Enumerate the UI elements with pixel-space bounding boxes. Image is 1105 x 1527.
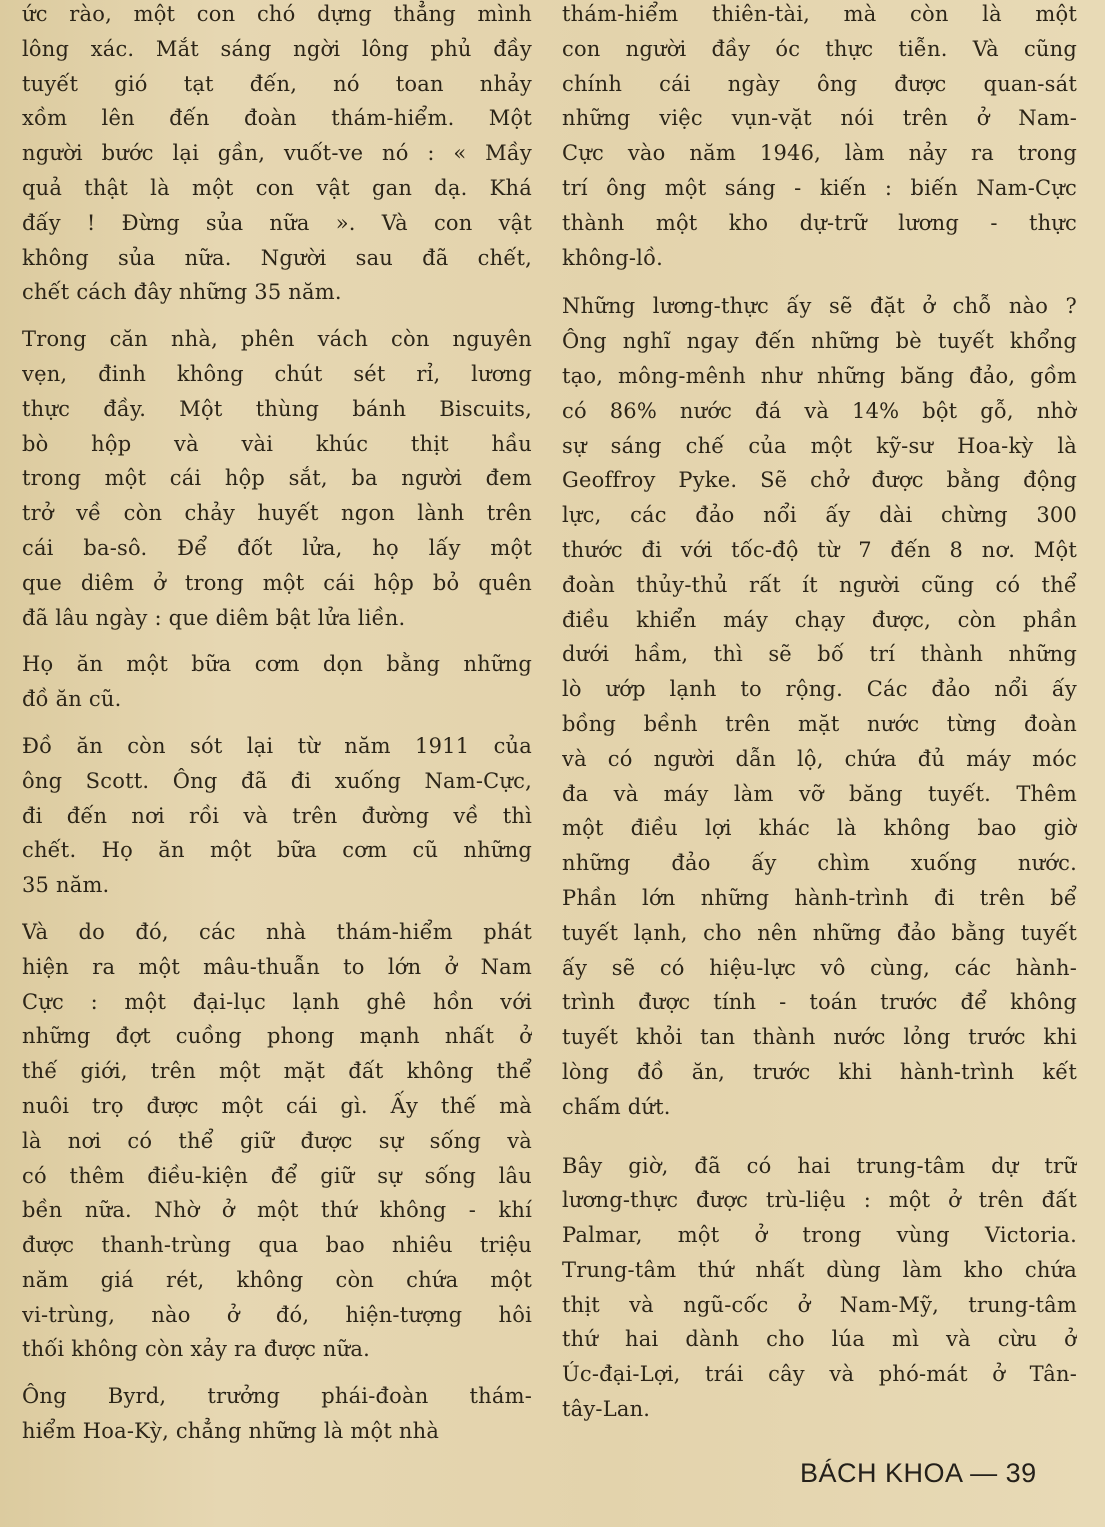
text-line: bền nữa. Nhờ ở một thứ không - khí: [22, 1198, 532, 1223]
text-line: bò hộp và vài khúc thịt hầu: [22, 431, 532, 456]
text-line: chết. Họ ăn một bữa cơm cũ những: [22, 838, 532, 863]
text-line: tây-Lan.: [562, 1397, 651, 1422]
left-column: [22, 0, 532, 1449]
text-line: Trung-tâm thứ nhất dùng làm kho chứa: [562, 1257, 1077, 1282]
text-line: những đợt cuồng phong mạnh nhất ở: [22, 1024, 532, 1049]
text-line: tuyết khỏi tan thành nước lỏng trước khi: [562, 1025, 1077, 1050]
text-line: đa và máy làm vỡ băng tuyết. Thêm: [562, 781, 1077, 806]
paragraph: [562, 0, 1077, 275]
text-line: những việc vụn-vặt nói trên ở Nam-: [562, 106, 1077, 131]
text-line: năm giá rét, không còn chứa một: [22, 1267, 532, 1292]
text-line: lực, các đảo nổi ấy dài chừng 300: [562, 503, 1077, 528]
text-line: trình được tính - toán trước để không: [562, 990, 1077, 1015]
text-line: xồm lên đến đoàn thám-hiểm. Một: [22, 106, 532, 131]
paragraph-gap: [22, 1367, 532, 1379]
text-line: hiểm Hoa-Kỳ, chẳng những là một nhà: [22, 1419, 440, 1444]
text-line: thịt và ngũ-cốc ở Nam-Mỹ, trung-tâm: [562, 1292, 1077, 1317]
text-line: sự sáng chế của một kỹ-sư Hoa-kỳ là: [562, 433, 1077, 458]
paragraph: [22, 322, 532, 635]
text-line: có 86% nước đá và 14% bột gỗ, nhờ: [562, 398, 1077, 423]
text-line: Họ ăn một bữa cơm dọn bằng những: [22, 652, 532, 677]
text-line: lương-thực được trù-liệu : một ở trên đất: [562, 1188, 1077, 1213]
page-number: 39: [1005, 1458, 1037, 1488]
paragraph: [22, 1379, 532, 1449]
paragraph-gap: [22, 635, 532, 647]
paragraph-gap: [22, 717, 532, 729]
text-line: lòng đồ ăn, trước khi hành-trình kết: [562, 1059, 1077, 1084]
text-line: thối không còn xảy ra được nữa.: [22, 1337, 370, 1362]
text-line: Cực : một đại-lục lạnh ghê hồn với: [22, 989, 532, 1014]
text-line: thứ hai dành cho lúa mì và cừu ở: [562, 1327, 1077, 1352]
paragraph: [562, 1149, 1077, 1427]
text-line: điều khiển máy chạy được, còn phần: [562, 607, 1077, 632]
magazine-title: BÁCH KHOA: [800, 1458, 963, 1488]
text-line: Phần lớn những hành-trình đi trên bể: [562, 885, 1077, 910]
paragraph: [22, 647, 532, 717]
text-line: đồ ăn cũ.: [22, 687, 122, 712]
text-line: trở về còn chảy huyết ngon lành trên: [22, 501, 532, 526]
text-line: một điều lợi khác là không bao giờ: [562, 816, 1077, 841]
text-line: Geoffroy Pyke. Sẽ chở được bằng động: [562, 468, 1077, 493]
text-line: thước đi với tốc-độ từ 7 đến 8 nơ. Một: [562, 537, 1077, 562]
text-line: được thanh-trùng qua bao nhiêu triệu: [22, 1233, 532, 1258]
text-line: Bây giờ, đã có hai trung-tâm dự trữ: [562, 1153, 1077, 1178]
text-line: ức rào, một con chó dựng thẳng mình: [22, 2, 532, 26]
text-line: Ông Byrd, trưởng phái-đoàn thám-: [22, 1384, 532, 1409]
paragraph-gap: [22, 310, 532, 322]
text-line: que diêm ở trong một cái hộp bỏ quên: [22, 570, 532, 595]
text-line: thành một kho dự-trữ lương - thực: [562, 210, 1077, 235]
text-line: nuôi trọ được một cái gì. Ấy thế mà: [22, 1093, 532, 1118]
paragraph: [22, 0, 532, 310]
text-line: đoàn thủy-thủ rất ít người cũng có thể: [562, 572, 1077, 597]
text-line: Úc-đại-Lợi, trái cây và phó-mát ở Tân-: [562, 1362, 1077, 1387]
text-line: có thêm điều-kiện để giữ sự sống lâu: [22, 1163, 532, 1188]
text-line: thế giới, trên một mặt đất không thể: [22, 1059, 532, 1084]
text-line: tuyết lạnh, cho nên những đảo bằng tuyết: [562, 920, 1077, 945]
text-line: con người đầy óc thực tiễn. Và cũng: [562, 36, 1077, 61]
text-line: những đảo ấy chìm xuống nước.: [562, 851, 1077, 876]
text-line: Palmar, một ở trong vùng Victoria.: [562, 1223, 1077, 1248]
text-line: và có người dẫn lộ, chứa đủ máy móc: [562, 746, 1077, 771]
text-line: chết cách đây những 35 năm.: [22, 280, 342, 305]
text-line: hiện ra một mâu-thuẫn to lớn ở Nam: [22, 954, 532, 979]
footer-separator: —: [970, 1458, 998, 1488]
text-line: Ông nghĩ ngay đến những bè tuyết khổng: [562, 329, 1077, 354]
text-line: chấm dứt.: [562, 1094, 671, 1119]
text-line: Cực vào năm 1946, làm nảy ra trong: [562, 141, 1077, 166]
text-line: vi-trùng, nào ở đó, hiện-tượng hôi: [22, 1302, 532, 1327]
text-line: không-lồ.: [562, 245, 663, 270]
text-line: đi đến nơi rồi và trên đường về thì: [22, 803, 532, 828]
text-line: đấy ! Đừng sủa nữa ». Và con vật: [22, 210, 532, 235]
paragraph-gap: [562, 1125, 1077, 1149]
right-column: [562, 0, 1077, 1427]
text-line: quả thật là một con vật gan dạ. Khá: [22, 175, 532, 200]
text-line: bồng bềnh trên mặt nước từng đoàn: [562, 711, 1077, 736]
text-line: trí ông một sáng - kiến : biến Nam-Cực: [562, 175, 1077, 200]
paragraph-gap: [22, 903, 532, 915]
paragraph: [22, 729, 532, 903]
paragraph: [562, 289, 1077, 1124]
text-line: không sủa nữa. Người sau đã chết,: [22, 245, 532, 270]
text-line: trong một cái hộp sắt, ba người đem: [22, 466, 532, 491]
text-line: Đồ ăn còn sót lại từ năm 1911 của: [22, 733, 532, 758]
page-footer: [800, 1458, 1080, 1498]
text-line: vẹn, đinh không chút sét rỉ, lương: [22, 361, 532, 386]
text-line: ông Scott. Ông đã đi xuống Nam-Cực,: [22, 768, 532, 793]
text-line: Những lương-thực ấy sẽ đặt ở chỗ nào ?: [562, 294, 1077, 319]
text-line: thám-hiểm thiên-tài, mà còn là một: [562, 2, 1077, 26]
text-line: dưới hầm, thì sẽ bố trí thành những: [562, 642, 1077, 667]
text-line: thực đầy. Một thùng bánh Biscuits,: [22, 396, 532, 421]
paragraph-gap: [562, 275, 1077, 289]
text-line: Và do đó, các nhà thám-hiểm phát: [22, 919, 532, 944]
text-line: đã lâu ngày : que diêm bật lửa liền.: [22, 605, 406, 630]
text-line: Trong căn nhà, phên vách còn nguyên: [22, 327, 532, 352]
text-line: người bước lại gần, vuốt-ve nó : « Mầy: [22, 141, 532, 166]
text-line: tuyết gió tạt đến, nó toan nhảy: [22, 71, 532, 96]
text-line: cái ba-sô. Để đốt lửa, họ lấy một: [22, 535, 532, 560]
text-line: là nơi có thể giữ được sự sống và: [22, 1128, 532, 1153]
text-line: tạo, mông-mênh như những băng đảo, gồm: [562, 363, 1077, 388]
text-line: ấy sẽ có hiệu-lực vô cùng, các hành-: [562, 955, 1077, 980]
paragraph: [22, 915, 532, 1367]
text-line: 35 năm.: [22, 873, 110, 898]
text-line: lông xác. Mắt sáng ngời lông phủ đầy: [22, 36, 532, 61]
text-line: lò ướp lạnh to rộng. Các đảo nổi ấy: [562, 677, 1077, 702]
text-line: chính cái ngày ông được quan-sát: [562, 71, 1077, 96]
